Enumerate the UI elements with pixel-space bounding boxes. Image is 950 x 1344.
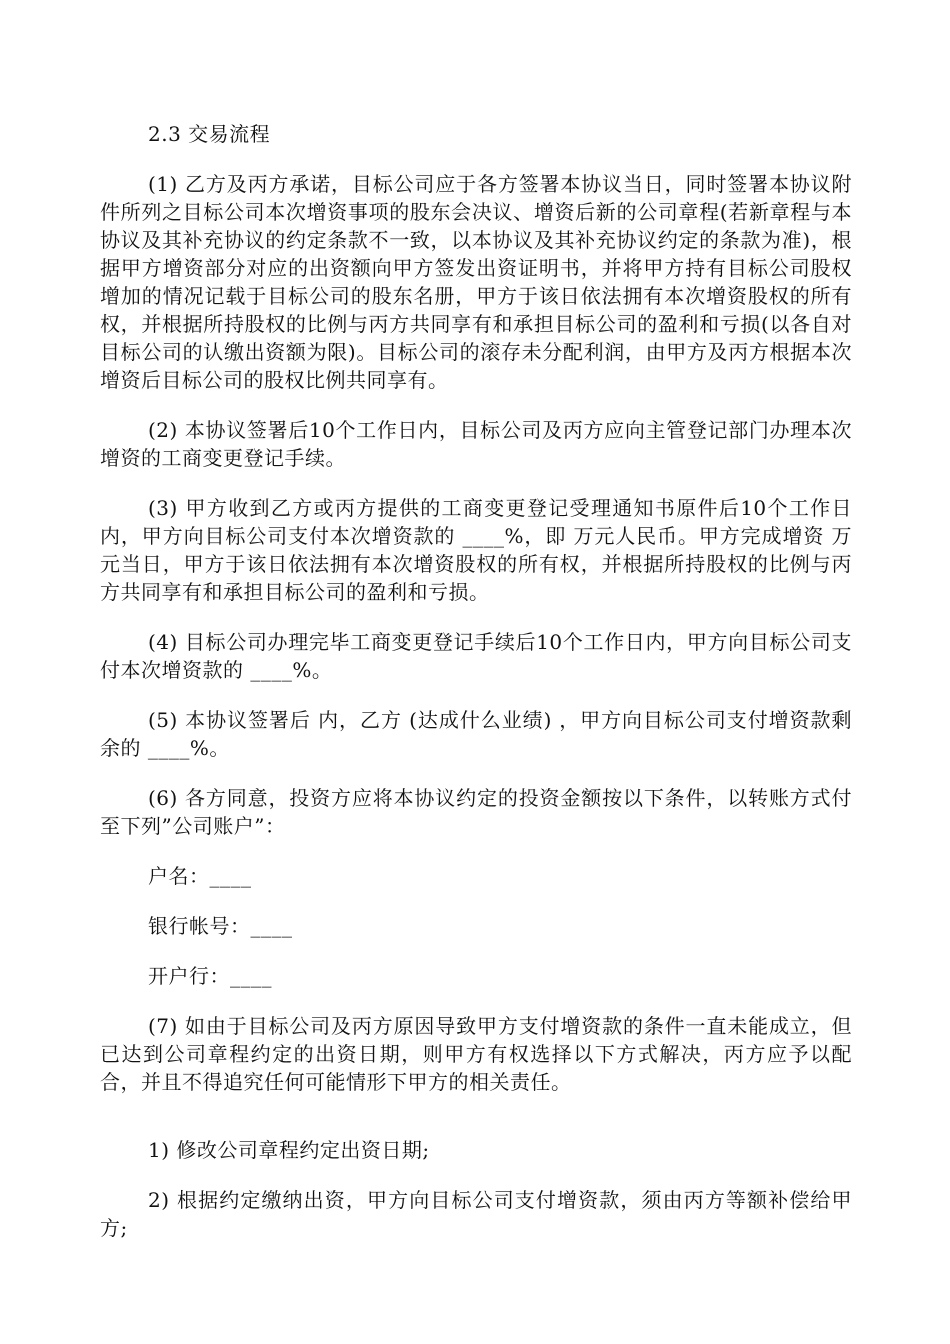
clause-5: (5) 本协议签署后 内，乙方 (达成什么业绩) ，甲方向目标公司支付增资款剩余的 ____%。	[100, 708, 852, 760]
clause-2: (2) 本协议签署后10个工作日内，目标公司及丙方应向主管登记部门办理本次增资的工商变更登记手续。	[100, 418, 852, 470]
clause-7: (7) 如由于目标公司及丙方原因导致甲方支付增资款的条件一直未能成立，但已达到公司章程约定的出资日期，则甲方有权选择以下方式解决，丙方应予以配合，并且不得追究任何可能情形下甲方的相关责任。	[100, 1014, 852, 1094]
clause-6: (6) 各方同意，投资方应将本协议约定的投资金额按以下条件，以转账方式付至下列”公司账户”：	[100, 786, 852, 838]
opening-bank-field: 开户行：____	[148, 964, 272, 988]
bank-account-field: 银行帐号：____	[148, 914, 293, 938]
account-name-field: 户名：____	[148, 864, 252, 888]
clause-1: (1) 乙方及丙方承诺，目标公司应于各方签署本协议当日，同时签署本协议附件所列之目标公司本次增资事项的股东会决议、增资后新的公司章程(若新章程与本协议及其补充协议的约定条款不一致，以本协议及其补充协议约定的条款为准)，根据甲方增资部分对应的出资额向甲方签发出资证明书，并将甲方持有目标公司股权增加的情况记载于目标公司的股东名册，甲方于该日依法拥有本次增资股权的所有权，并根据所持股权的比例与丙方共同享有和承担目标公司的盈利和亏损(以各自对目标公司的认缴出资额为限)。目标公司的滚存未分配利润，由甲方及丙方根据本次增资后目标公司的股权比例共同享有。	[100, 172, 852, 392]
document-body	[100, 120, 852, 1264]
clause-3: (3) 甲方收到乙方或丙方提供的工商变更登记受理通知书原件后10个工作日内，甲方向目标公司支付本次增资款的 ____%，即 万元人民币。甲方完成增资 万元当日，甲方于该日依法拥有本次增资股权的所有权，并根据所持股权的比例与丙方共同享有和承担目标公司的盈利和亏损。	[100, 496, 852, 604]
section-heading: 2.3 交易流程	[148, 122, 271, 146]
option-1: 1) 修改公司章程约定出资日期;	[148, 1138, 430, 1162]
option-2: 2) 根据约定缴纳出资，甲方向目标公司支付增资款，须由丙方等额补偿给甲方;	[100, 1188, 852, 1240]
clause-4: (4) 目标公司办理完毕工商变更登记手续后10个工作日内，甲方向目标公司支付本次增资款的 ____%。	[100, 630, 852, 682]
